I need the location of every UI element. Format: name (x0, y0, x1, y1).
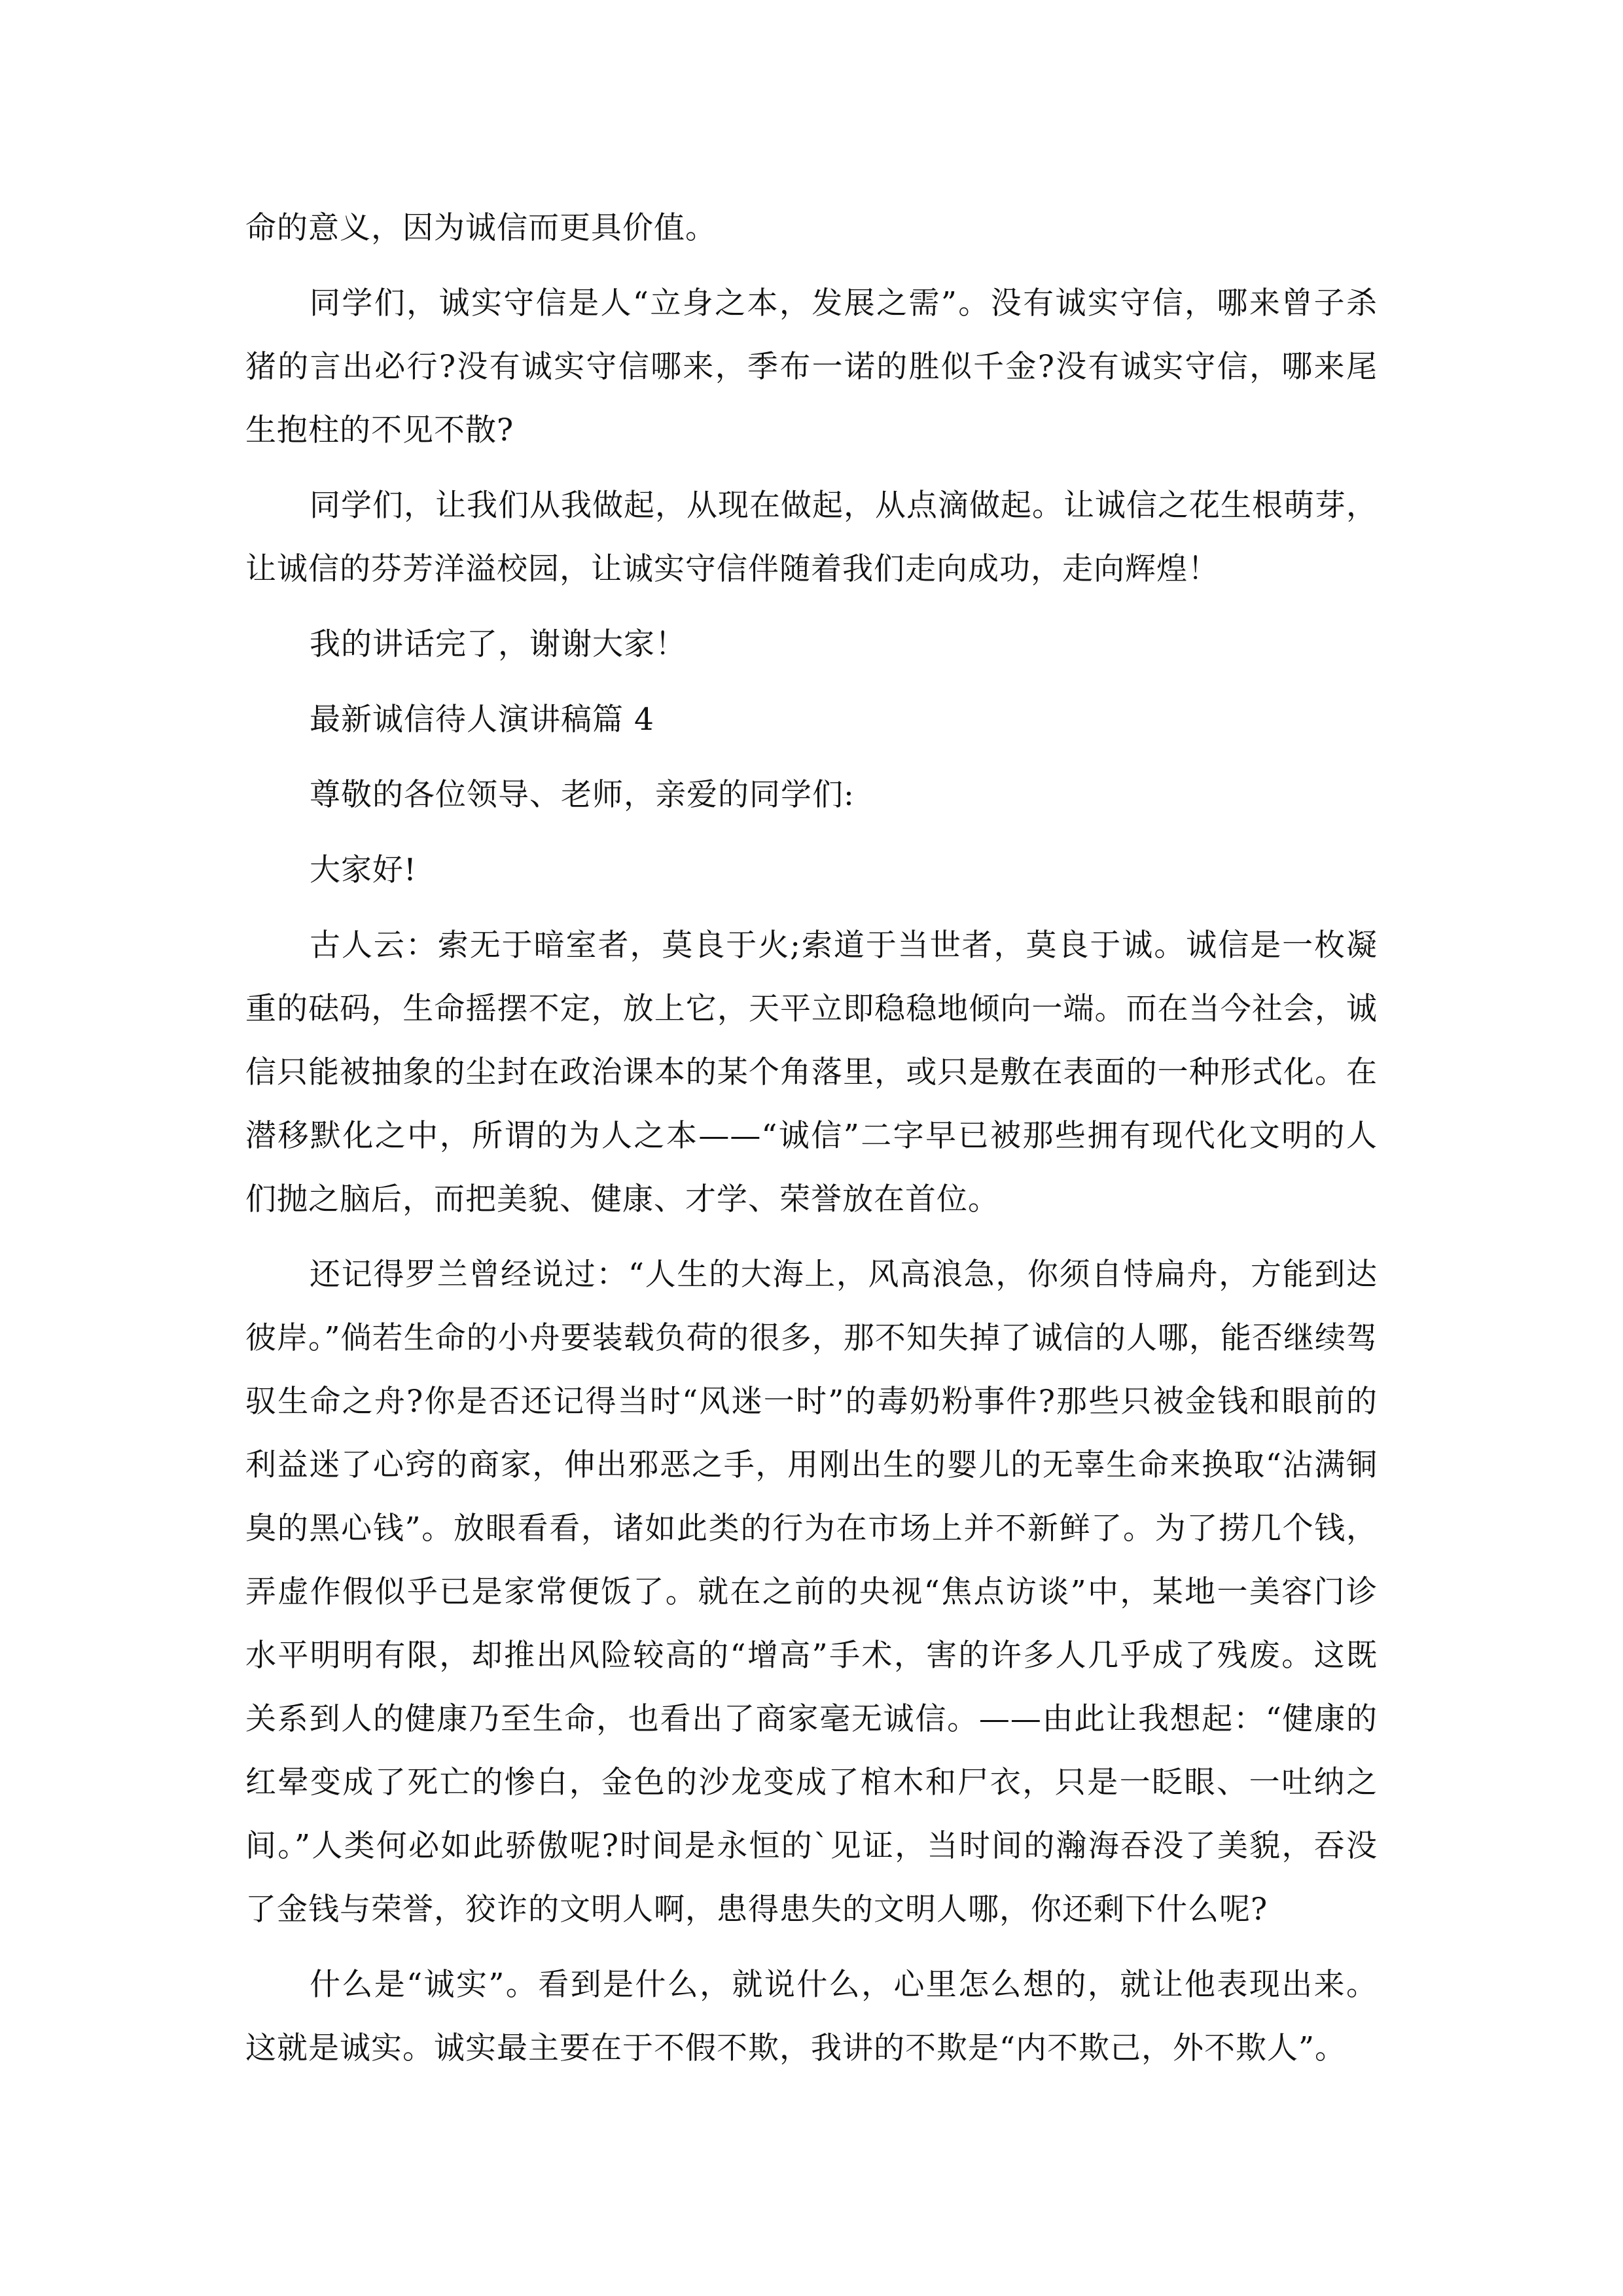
paragraph-9: 还记得罗兰曾经说过：“人生的大海上，风高浪急，你须自恃扁舟，方能到达彼岸。”倘若生命的小舟要装载负荷的很多，那不知失掉了诚信的人哪，能否继续驾驭生命之舟?你是否还记得当时“风迷一时”的毒奶粉事件?那些只被金钱和眼前的利益迷了心窍的商家，伸出邪恶之手，用刚出生的婴儿的无辜生命来换取“沾满铜臭的黑心钱”。放眼看看，诸如此类的行为在市场上并不新鲜了。为了捞几个钱，弄虚作假似乎已是家常便饭了。就在之前的央视“焦点访谈”中，某地一美容门诊水平明明有限，却推出风险较高的“增高”手术，害的许多人几乎成了残废。这既关系到人的健康乃至生命，也看出了商家毫无诚信。——由此让我想起：“健康的红晕变成了死亡的惨白，金色的沙龙变成了棺木和尸衣，只是一眨眼、一吐纳之间。”人类何必如此骄傲呢?时间是永恒的`见证，当时间的瀚海吞没了美貌，吞没了金钱与荣誉，狡诈的文明人啊，患得患失的文明人哪，你还剩下什么呢? (245, 1257, 1378, 1928)
paragraph-2: 同学们，诚实守信是人“立身之本，发展之需”。没有诚实守信，哪来曾子杀猪的言出必行?没有诚实守信哪来，季布一诺的胜似千金?没有诚实守信，哪来尾生抱柱的不见不散? (245, 285, 1378, 448)
paragraph-8: 古人云：索无于暗室者，莫良于火;索道于当世者，莫良于诚。诚信是一枚凝重的砝码，生命摇摆不定，放上它，天平立即稳稳地倾向一端。而在当今社会，诚信只能被抽象的尘封在政治课本的某个角落里，或只是敷在表面的一种形式化。在潜移默化之中，所谓的为人之本——“诚信”二字早已被那些拥有现代化文明的人们抛之脑后，而把美貌、健康、才学、荣誉放在首位。 (245, 927, 1378, 1217)
document-body (245, 196, 1378, 2092)
paragraph-4: 我的讲话完了，谢谢大家！ (310, 626, 687, 662)
paragraph-3: 同学们，让我们从我做起，从现在做起，从点滴做起。让诚信之花生根萌芽，让诚信的芬芳洋溢校园，让诚实守信伴随着我们走向成功，走向辉煌！ (245, 488, 1378, 587)
salutation: 尊敬的各位领导、老师，亲爱的同学们: (310, 777, 855, 813)
greeting: 大家好! (310, 852, 417, 888)
section-heading: 最新诚信待人演讲稿篇 4 (310, 702, 654, 738)
paragraph-1: 命的意义，因为诚信而更具价值。 (245, 210, 717, 246)
paragraph-10: 什么是“诚实”。看到是什么，就说什么，心里怎么想的，就让他表现出来。这就是诚实。诚实最主要在于不假不欺，我讲的不欺是“内不欺己，外不欺人”。 (245, 1967, 1378, 2066)
